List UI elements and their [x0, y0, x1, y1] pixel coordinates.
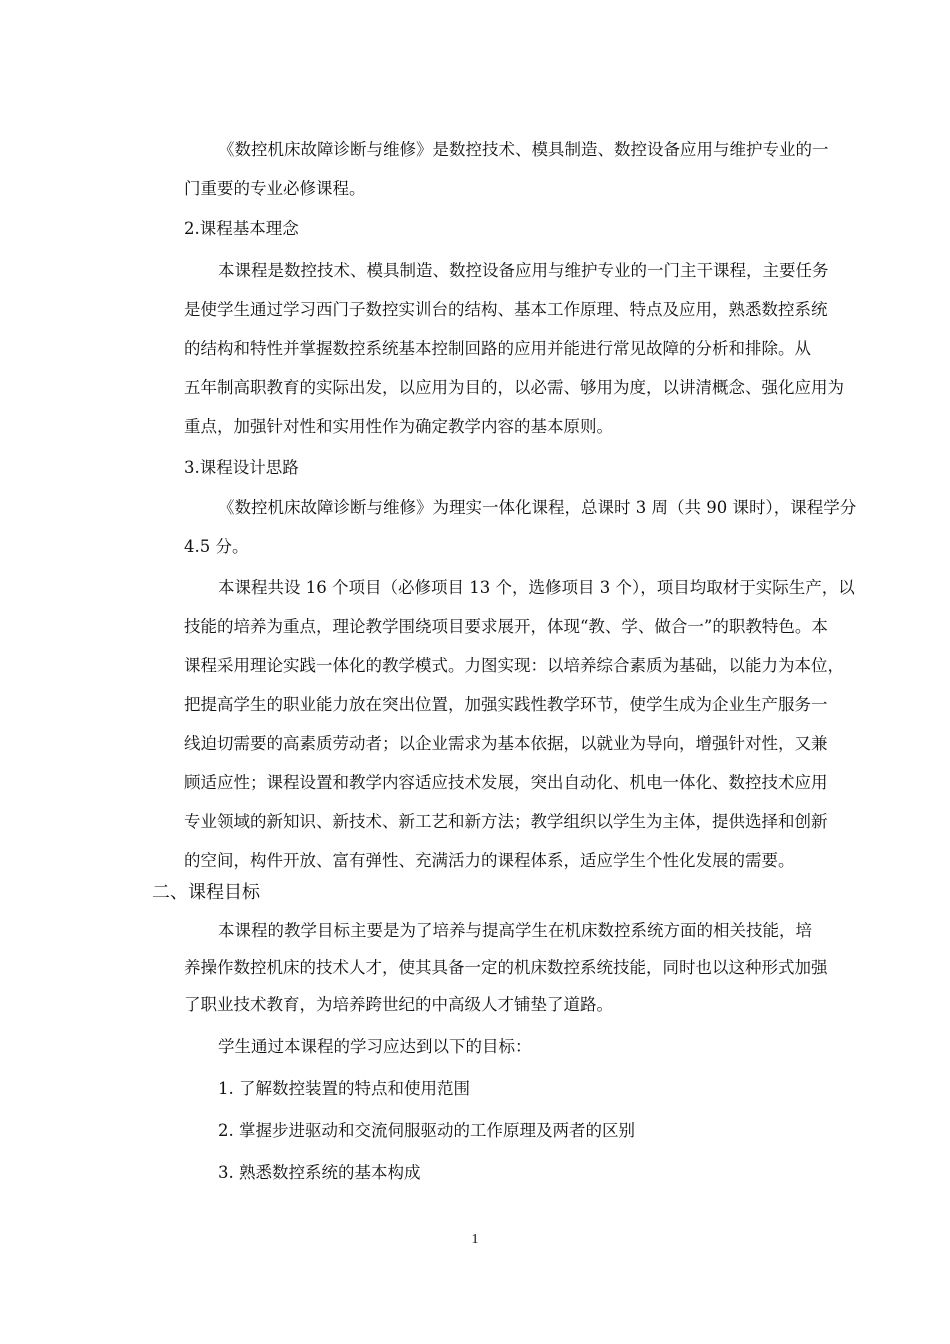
paragraph-line: 《数控机床故障诊断与维修》是数控技术、模具制造、数控设备应用与维护专业的一: [218, 140, 829, 159]
list-item: 1. 了解数控装置的特点和使用范围: [218, 1079, 470, 1098]
paragraph-line: 本课程的教学目标主要是为了培养与提高学生在机床数控系统方面的相关技能，培: [218, 921, 812, 940]
paragraph-line: 顾适应性；课程设置和教学内容适应技术发展，突出自动化、机电一体化、数控技术应用: [184, 773, 828, 792]
paragraph-line: 4.5 分。: [184, 537, 249, 556]
paragraph-line: 五年制高职教育的实际出发，以应用为目的，以必需、够用为度，以讲清概念、强化应用为: [184, 378, 844, 397]
paragraph-line: 把提高学生的职业能力放在突出位置，加强实践性教学环节，使学生成为企业生产服务一: [184, 695, 828, 714]
paragraph-line: 线迫切需要的高素质劳动者；以企业需求为基本依据，以就业为导向，增强针对性，又兼: [184, 734, 828, 753]
paragraph-line: 本课程共设 16 个项目（必修项目 13 个，选修项目 3 个），项目均取材于实际生产，以: [218, 578, 855, 597]
section-heading: 2.课程基本理念: [184, 219, 299, 238]
paragraph-line: 养操作数控机床的技术人才，使其具备一定的机床数控系统技能，同时也以这种形式加强: [184, 958, 828, 977]
list-item: 2. 掌握步进驱动和交流伺服驱动的工作原理及两者的区别: [218, 1121, 635, 1140]
paragraph-line: 的结构和特性并掌握数控系统基本控制回路的应用并能进行常见故障的分析和排除。从: [184, 339, 811, 358]
page-number: 1: [471, 1232, 479, 1247]
section-heading: 3.课程设计思路: [184, 458, 299, 477]
paragraph-line: 课程采用理论实践一体化的教学模式。力图实现：以培养综合素质为基础，以能力为本位，: [184, 656, 844, 675]
chapter-heading: 二、课程目标: [152, 882, 260, 903]
paragraph-line: 重点，加强针对性和实用性作为确定教学内容的基本原则。: [184, 417, 613, 436]
list-item: 3. 熟悉数控系统的基本构成: [218, 1163, 421, 1182]
paragraph-line: 学生通过本课程的学习应达到以下的目标：: [218, 1037, 532, 1056]
paragraph-line: 本课程是数控技术、模具制造、数控设备应用与维护专业的一门主干课程，主要任务: [218, 261, 829, 280]
paragraph-line: 技能的培养为重点，理论教学围绕项目要求展开，体现“教、学、做合一”的职教特色。本: [184, 617, 828, 636]
paragraph-line: 的空间，构件开放、富有弹性、充满活力的课程体系，适应学生个性化发展的需要。: [184, 851, 795, 870]
paragraph-line: 门重要的专业必修课程。: [184, 179, 366, 198]
paragraph-line: 了职业技术教育，为培养跨世纪的中高级人才铺垫了道路。: [184, 995, 613, 1014]
paragraph-line: 是使学生通过学习西门子数控实训台的结构、基本工作原理、特点及应用，熟悉数控系统: [184, 300, 828, 319]
paragraph-line: 《数控机床故障诊断与维修》为理实一体化课程，总课时 3 周（共 90 课时），课程学分: [218, 498, 857, 517]
paragraph-line: 专业领域的新知识、新技术、新工艺和新方法；教学组织以学生为主体，提供选择和创新: [184, 812, 828, 831]
